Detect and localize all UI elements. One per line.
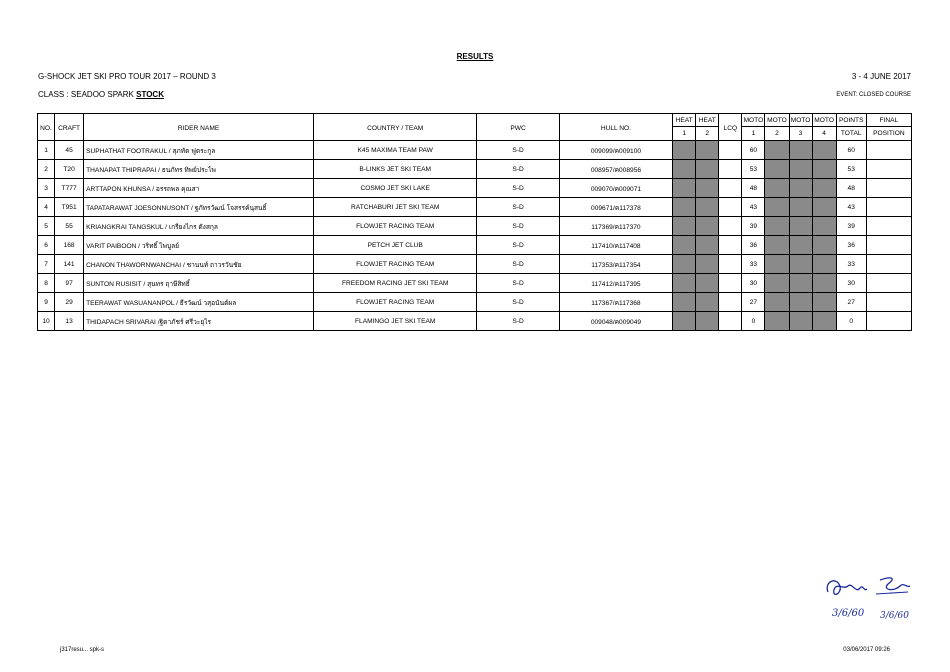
cell-total: 39 [836,217,866,236]
cell-moto2 [765,255,789,274]
cell-moto2 [765,293,789,312]
cell-pwc: S-D [477,179,559,198]
cell-moto4 [812,198,836,217]
cell-heat1 [673,236,696,255]
cell-position [866,236,911,255]
cell-moto4 [812,160,836,179]
cell-hull: 117367/ค117368 [559,293,672,312]
cell-position [866,293,911,312]
cell-team: FLOWJET RACING TEAM [313,217,477,236]
cell-heat2 [696,160,719,179]
table-row [38,141,912,160]
class-stock: STOCK [136,90,164,99]
cell-heat1 [673,217,696,236]
cell-total: 36 [836,236,866,255]
cell-heat2 [696,255,719,274]
cell-moto4 [812,255,836,274]
header-row-1 [38,114,912,127]
cell-hull: 009099/ค009100 [559,141,672,160]
cell-moto2 [765,160,789,179]
cell-hull: 117412/ค117395 [559,274,672,293]
cell-rider: SUPHATHAT FOOTRAKUL / สุภทัต ฟูตระกูล [84,141,314,160]
cell-no: 8 [38,274,55,293]
col-hull: HULL NO. [559,114,672,141]
col-moto-3: MOTO [789,114,812,127]
cell-hull: 008957/ค008956 [559,160,672,179]
cell-hull: 009671/ค117378 [559,198,672,217]
cell-position [866,274,911,293]
cell-position [866,255,911,274]
cell-total: 60 [836,141,866,160]
cell-total: 48 [836,179,866,198]
col-position: POSITION [866,127,911,141]
cell-no: 5 [38,217,55,236]
cell-rider: VARIT PAIBOON / วริทธิ์ ไพบูลย์ [84,236,314,255]
col-moto-3-num: 3 [789,127,812,141]
cell-craft: T951 [55,198,84,217]
cell-lcq [719,255,742,274]
cell-team: PETCH JET CLUB [313,236,477,255]
cell-pwc: S-D [477,141,559,160]
cell-moto2 [765,274,789,293]
cell-pwc: S-D [477,312,559,331]
cell-pwc: S-D [477,255,559,274]
cell-moto3 [789,141,812,160]
cell-rider: CHANON THAWORNWANCHAI / ชานนท์ ถาวรวันชัย [84,255,314,274]
cell-heat1 [673,141,696,160]
class-line [38,90,164,99]
cell-craft: 29 [55,293,84,312]
official-signatures [822,572,917,627]
cell-pwc: S-D [477,198,559,217]
signature-date-2: 3/6/60 [880,611,909,621]
table-row [38,160,912,179]
cell-rider: SUNTON RUSISIT / สุนทร ฤาษีสิทธิ์ [84,274,314,293]
cell-craft: 168 [55,236,84,255]
col-heat-2-num: 2 [696,127,719,141]
cell-team: FLOWJET RACING TEAM [313,293,477,312]
cell-heat2 [696,179,719,198]
cell-heat1 [673,255,696,274]
cell-moto3 [789,312,812,331]
cell-hull: 009048/ค009049 [559,312,672,331]
cell-moto2 [765,236,789,255]
cell-total: 0 [836,312,866,331]
col-moto-1: MOTO [742,114,765,127]
cell-craft: T777 [55,179,84,198]
cell-moto3 [789,255,812,274]
table-row [38,198,912,217]
cell-craft: 97 [55,274,84,293]
cell-moto2 [765,198,789,217]
event-date: 3 - 4 JUNE 2017 [851,72,911,81]
cell-moto4 [812,312,836,331]
table-row [38,312,912,331]
cell-moto1: 60 [742,141,765,160]
cell-heat2 [696,198,719,217]
cell-moto3 [789,160,812,179]
cell-moto4 [812,179,836,198]
cell-team: B-LINKS JET SKI TEAM [313,160,477,179]
cell-pwc: S-D [477,217,559,236]
cell-position [866,198,911,217]
cell-moto2 [765,217,789,236]
cell-moto3 [789,179,812,198]
cell-no: 10 [38,312,55,331]
cell-moto2 [765,141,789,160]
event-title: G-SHOCK JET SKI PRO TOUR 2017 – ROUND 3 [38,72,216,81]
cell-no: 9 [38,293,55,312]
cell-no: 7 [38,255,55,274]
cell-total: 30 [836,274,866,293]
cell-moto1: 43 [742,198,765,217]
results-table [37,113,912,331]
results-title: RESULTS [456,52,494,61]
cell-craft: 45 [55,141,84,160]
footer-timestamp: 03/06/2017 09:26 [843,647,890,653]
cell-moto1: 33 [742,255,765,274]
cell-hull: 117369/ค117370 [559,217,672,236]
cell-lcq [719,141,742,160]
cell-total: 33 [836,255,866,274]
cell-lcq [719,274,742,293]
cell-moto4 [812,293,836,312]
col-craft: CRAFT [55,114,84,141]
cell-moto1: 36 [742,236,765,255]
col-heat-1-num: 1 [673,127,696,141]
cell-team: FLAMINGO JET SKI TEAM [313,312,477,331]
cell-no: 3 [38,179,55,198]
cell-rider: THIDAPACH SRIVARAI /ฐิดาภัชร์ ศรีวะยุไร [84,312,314,331]
table-row [38,293,912,312]
col-country: COUNTRY / TEAM [313,114,477,141]
footer-file-ref: j317resu... spk-s [60,647,105,653]
cell-position [866,312,911,331]
col-moto-2: MOTO [765,114,789,127]
cell-moto3 [789,236,812,255]
cell-heat2 [696,236,719,255]
cell-heat2 [696,293,719,312]
cell-hull: 117353/ค117354 [559,255,672,274]
cell-team: FREEDOM RACING JET SKI TEAM [313,274,477,293]
event-type: EVENT: CLOSED COURSE [836,92,911,98]
cell-position [866,179,911,198]
cell-total: 53 [836,160,866,179]
cell-rider: TAPATARAWAT JOESONNUSONT / ฐภัทรวัฒน์ โจสรรค์นุสนธิ์ [84,198,314,217]
cell-heat1 [673,312,696,331]
cell-team: RATCHABURI JET SKI TEAM [313,198,477,217]
cell-heat1 [673,274,696,293]
col-moto-4-num: 4 [812,127,836,141]
table-row [38,255,912,274]
cell-no: 4 [38,198,55,217]
signature-date-1: 3/6/60 [832,608,865,619]
cell-pwc: S-D [477,160,559,179]
table-row [38,217,912,236]
col-lcq: LCQ [719,114,742,141]
cell-lcq [719,312,742,331]
col-heat-1: HEAT [673,114,696,127]
cell-craft: 13 [55,312,84,331]
cell-team: FLOWJET RACING TEAM [313,255,477,274]
cell-rider: TEERAWAT WASUANANPOL / ธีรวัฒน์ วสุอนันต์ผล [84,293,314,312]
cell-moto1: 39 [742,217,765,236]
col-moto-4: MOTO [812,114,836,127]
col-moto-2-num: 2 [765,127,789,141]
cell-moto3 [789,217,812,236]
col-heat-2: HEAT [696,114,719,127]
cell-moto1: 27 [742,293,765,312]
table-row [38,179,912,198]
col-rider: RIDER NAME [84,114,314,141]
cell-moto1: 48 [742,179,765,198]
cell-hull: 117410/ค117408 [559,236,672,255]
cell-pwc: S-D [477,293,559,312]
cell-lcq [719,179,742,198]
cell-position [866,217,911,236]
table-row [38,274,912,293]
cell-pwc: S-D [477,236,559,255]
cell-moto1: 30 [742,274,765,293]
col-points: POINTS [836,114,866,127]
cell-moto4 [812,236,836,255]
cell-craft: 55 [55,217,84,236]
cell-moto2 [765,179,789,198]
cell-lcq [719,198,742,217]
cell-moto4 [812,217,836,236]
cell-moto3 [789,274,812,293]
cell-moto4 [812,141,836,160]
cell-no: 1 [38,141,55,160]
cell-heat2 [696,217,719,236]
cell-heat2 [696,274,719,293]
cell-moto1: 53 [742,160,765,179]
table-row [38,236,912,255]
col-pwc: PWC [477,114,559,141]
cell-heat1 [673,160,696,179]
cell-lcq [719,236,742,255]
cell-moto3 [789,293,812,312]
cell-heat2 [696,312,719,331]
cell-no: 2 [38,160,55,179]
col-total: TOTAL [836,127,866,141]
cell-craft: T20 [55,160,84,179]
cell-craft: 141 [55,255,84,274]
cell-team: K45 MAXIMA TEAM PAW [313,141,477,160]
cell-moto1: 0 [742,312,765,331]
cell-lcq [719,217,742,236]
cell-lcq [719,293,742,312]
cell-pwc: S-D [477,274,559,293]
cell-rider: ARTTAPON KHUNSA / อรรถพล คุณสา [84,179,314,198]
cell-heat1 [673,293,696,312]
col-final: FINAL [866,114,911,127]
cell-moto2 [765,312,789,331]
cell-lcq [719,160,742,179]
cell-position [866,160,911,179]
cell-heat1 [673,179,696,198]
cell-total: 43 [836,198,866,217]
cell-moto3 [789,198,812,217]
cell-hull: 009070/ค009071 [559,179,672,198]
cell-position [866,141,911,160]
cell-total: 27 [836,293,866,312]
cell-moto4 [812,274,836,293]
cell-rider: THANAPAT THIPRAPAI / ธนภัทร ทิพย์ประไพ [84,160,314,179]
cell-rider: KRIANGKRAI TANGSKUL / เกรียงไกร ตังสกุล [84,217,314,236]
cell-heat2 [696,141,719,160]
cell-no: 6 [38,236,55,255]
class-prefix: CLASS : SEADOO SPARK [38,90,137,99]
cell-heat1 [673,198,696,217]
cell-team: COSMO JET SKI LAKE [313,179,477,198]
col-moto-1-num: 1 [742,127,765,141]
col-no: NO. [38,114,55,141]
